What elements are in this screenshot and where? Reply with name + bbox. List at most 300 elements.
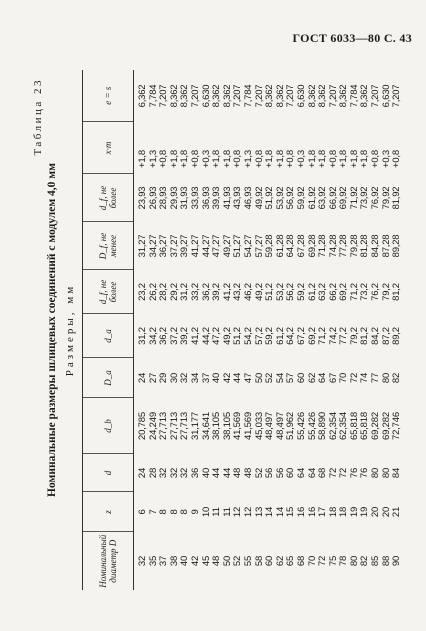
- table-cell: 34: [189, 372, 201, 384]
- table-cell: 39,93: [211, 186, 223, 210]
- table-cell: 71,28: [317, 234, 329, 258]
- table-cell: 50: [221, 555, 233, 567]
- table-cell: 31,177: [189, 412, 201, 440]
- table-cell: 35: [147, 555, 159, 567]
- table-cell: 37: [158, 555, 170, 567]
- col-header-da: d_a: [83, 314, 134, 358]
- rotated-table-block: [32, 70, 403, 590]
- table-cell: 37: [200, 372, 212, 384]
- table-cell: 49,2: [221, 327, 233, 345]
- table-cell: 59,28: [264, 234, 276, 258]
- table-cell: 41,2: [189, 327, 201, 345]
- table-cell: 65,818: [348, 412, 360, 440]
- table-cell: 37,2: [168, 327, 180, 345]
- table-cell: 62,354: [327, 412, 339, 440]
- table-cell: 8: [158, 509, 170, 515]
- table-cell: 69,28: [306, 234, 318, 258]
- table-cell: 27,713: [158, 412, 170, 440]
- table-cell: 84: [391, 467, 403, 479]
- table-cell: +0,8: [232, 150, 244, 168]
- table-cell: +1,8: [306, 150, 318, 168]
- table-cell: 31,93: [179, 186, 191, 210]
- table-number: Таблица 23: [32, 78, 44, 156]
- table-cell: 64: [295, 467, 307, 479]
- table-cell: 8,362: [338, 84, 350, 108]
- table-cell: 39,2: [211, 283, 223, 301]
- table-cell: +0,8: [327, 150, 339, 168]
- table-cell: 78: [338, 555, 350, 567]
- table-cell: 24: [137, 372, 148, 384]
- table-cell: 7,207: [253, 84, 265, 108]
- table-cell: 74,28: [327, 234, 339, 258]
- table-cell: 14: [264, 506, 276, 518]
- table-cell: 79,2: [348, 327, 360, 345]
- col-header-Df-min: D_f, не менее: [83, 222, 134, 270]
- table-cell: +1,8: [211, 150, 223, 168]
- table-cell: 81,2: [391, 283, 403, 301]
- table-cell: 14: [274, 506, 286, 518]
- table-header-row: [83, 70, 134, 590]
- table-cell: +1,8: [359, 150, 371, 168]
- table-cell: 32: [158, 467, 170, 479]
- table-cell: 16: [295, 506, 307, 518]
- table-cell: 79,2: [380, 283, 392, 301]
- table-cell: 31,2: [137, 327, 148, 345]
- table-cell: 8,362: [306, 84, 318, 108]
- table-cell: 74,2: [327, 327, 339, 345]
- table-cell: 15: [285, 506, 297, 518]
- table-cell: 87,2: [380, 327, 392, 345]
- table-cell: 67: [327, 372, 339, 384]
- column-df-max: [134, 270, 403, 314]
- table-cell: 57: [285, 372, 297, 384]
- table-cell: 44: [211, 467, 223, 479]
- table-cell: 55: [242, 555, 254, 567]
- table-cell: 36,2: [158, 327, 170, 345]
- table-cell: 56: [264, 467, 276, 479]
- table-cell: 7,207: [232, 84, 244, 108]
- table-cell: 42: [189, 555, 201, 567]
- table-cell: 28: [147, 467, 159, 479]
- column-db: [134, 398, 403, 454]
- table-cell: 71,92: [348, 186, 360, 210]
- table-cell: 62: [274, 555, 286, 567]
- table-cell: 19: [348, 506, 360, 518]
- table-cell: 54,2: [242, 327, 254, 345]
- column-Da: [134, 358, 403, 398]
- table-cell: 59,92: [295, 186, 307, 210]
- table-cell: 38,105: [211, 412, 223, 440]
- table-cell: 20,785: [137, 412, 148, 440]
- table-cell: 7,207: [370, 84, 382, 108]
- table-cell: 61,92: [306, 186, 318, 210]
- table-cell: 69,92: [338, 186, 350, 210]
- table-cell: 73,92: [359, 186, 371, 210]
- table-cell: +0,8: [189, 150, 201, 168]
- table-cell: 36,2: [200, 283, 212, 301]
- table-cell: 23,93: [137, 186, 148, 210]
- table-cell: 7,784: [242, 84, 254, 108]
- table-cell: 56,92: [285, 186, 297, 210]
- table-cell: 28,2: [158, 283, 170, 301]
- table-cell: 52: [232, 555, 244, 567]
- table-cell: 69,282: [370, 412, 382, 440]
- col-header-nominal-diameter: Номинальный диаметр D: [83, 532, 134, 590]
- table-cell: 34,27: [147, 234, 159, 258]
- table-cell: 80: [380, 372, 392, 384]
- table-cell: 41,569: [232, 412, 244, 440]
- table-cell: 8,362: [264, 84, 276, 108]
- table-cell: 79,92: [380, 186, 392, 210]
- table-cell: 36,93: [200, 186, 212, 210]
- table-cell: 62: [306, 372, 318, 384]
- table-cell: 55,426: [295, 412, 307, 440]
- table-cell: 26,2: [147, 283, 159, 301]
- table-cell: 29,2: [168, 283, 180, 301]
- table-cell: +0,8: [370, 150, 382, 168]
- table-cell: 72,746: [391, 412, 403, 440]
- table-cell: 20: [370, 506, 382, 518]
- table-cell: 10: [200, 506, 212, 518]
- table-cell: 61,2: [274, 327, 286, 345]
- table-cell: 39,2: [179, 327, 191, 345]
- table-cell: 44: [232, 372, 244, 384]
- table-cell: 60: [285, 467, 297, 479]
- table-cell: 46,2: [242, 283, 254, 301]
- table-cell: 18: [338, 506, 350, 518]
- table-cell: +1,8: [168, 150, 180, 168]
- table-cell: 8,362: [274, 84, 286, 108]
- table-cell: 88: [380, 555, 392, 567]
- column-z: [134, 492, 403, 532]
- table-cell: 73,2: [359, 283, 371, 301]
- table-cell: 87,28: [380, 234, 392, 258]
- table-cell: 34,641: [200, 412, 212, 440]
- table-cell: 75: [327, 555, 339, 567]
- table-cell: 48,497: [274, 412, 286, 440]
- table-cell: 32: [179, 372, 191, 384]
- table-cell: 58,890: [317, 412, 329, 440]
- table-cell: 32: [137, 555, 148, 567]
- table-cell: 37,27: [168, 234, 180, 258]
- table-cell: 72: [348, 372, 360, 384]
- table-cell: 29,93: [168, 186, 180, 210]
- table-cell: 17: [317, 506, 329, 518]
- table-cell: 49,92: [253, 186, 265, 210]
- column-da: [134, 314, 403, 358]
- table-cell: 7,207: [189, 84, 201, 108]
- column-e-s: [134, 70, 403, 122]
- table-title: Номинальные размеры шлицевых соединений с модулем 4,0 мм: [46, 163, 58, 497]
- table-cell: 57,2: [253, 327, 265, 345]
- table-cell: 74: [359, 372, 371, 384]
- table-cell: 48: [242, 467, 254, 479]
- table-cell: 44,2: [200, 327, 212, 345]
- table-cell: 81,2: [359, 327, 371, 345]
- table-cell: 7,207: [391, 84, 403, 108]
- table-cell: 52: [264, 372, 276, 384]
- table-cell: 72: [338, 467, 350, 479]
- table-cell: 82: [359, 555, 371, 567]
- table-cell: 76,92: [370, 186, 382, 210]
- table-cell: 21: [391, 506, 403, 518]
- table-cell: 51,92: [264, 186, 276, 210]
- table-cell: +1,8: [317, 150, 329, 168]
- table-cell: 8: [168, 509, 180, 515]
- table-cell: 47: [242, 372, 254, 384]
- table-cell: 60: [295, 372, 307, 384]
- table-cell: 76: [348, 467, 360, 479]
- table-cell: 89,28: [391, 234, 403, 258]
- table-cell: 30: [168, 372, 180, 384]
- table-cell: 58: [253, 555, 265, 567]
- table-cell: 68: [295, 555, 307, 567]
- table-cell: 45: [200, 555, 212, 567]
- table-cell: 66,2: [327, 283, 339, 301]
- table-cell: 24,249: [147, 412, 159, 440]
- table-cell: 80: [370, 467, 382, 479]
- table-cell: +1,8: [221, 150, 233, 168]
- table-cell: +0,8: [253, 150, 265, 168]
- table-subtitle: Размеры, мм: [64, 283, 76, 377]
- table-cell: 29: [158, 372, 170, 384]
- table-cell: 57,27: [253, 234, 265, 258]
- table-cell: 69,282: [380, 412, 392, 440]
- table-cell: 40: [200, 467, 212, 479]
- table-cell: 68: [317, 467, 329, 479]
- table-cell: 51,2: [232, 327, 244, 345]
- table-cell: 27,713: [168, 412, 180, 440]
- col-header-df-max-2: d_f, не более: [83, 174, 134, 222]
- table-cell: 54,27: [242, 234, 254, 258]
- table-cell: +1,8: [179, 150, 191, 168]
- table-cell: 8,362: [211, 84, 223, 108]
- table-cell: 50: [253, 372, 265, 384]
- table-cell: 81,28: [359, 234, 371, 258]
- table-cell: 7,207: [158, 84, 170, 108]
- column-nominal-diameter: [134, 532, 403, 590]
- table-cell: +0,3: [200, 150, 212, 168]
- table-cell: +1,3: [147, 150, 159, 168]
- table-cell: 89,2: [391, 327, 403, 345]
- table-cell: 7,207: [327, 84, 339, 108]
- table-cell: 56: [274, 467, 286, 479]
- table-cell: 32: [168, 467, 180, 479]
- page-header: ГОСТ 6033—80 С. 43: [292, 31, 412, 45]
- table-cell: 70: [306, 555, 318, 567]
- table-cell: 80: [380, 467, 392, 479]
- table-cell: 33,93: [189, 186, 201, 210]
- table-cell: 6,362: [137, 84, 148, 108]
- col-header-z: z: [83, 492, 134, 532]
- table-cell: 47,2: [211, 327, 223, 345]
- table-cell: +1,3: [242, 150, 254, 168]
- table-cell: 6,630: [200, 84, 212, 108]
- column-d: [134, 454, 403, 492]
- table-cell: 40: [211, 372, 223, 384]
- table-cell: 61,2: [306, 283, 318, 301]
- table-cell: 70: [338, 372, 350, 384]
- table-cell: 7,207: [285, 84, 297, 108]
- col-header-df-max: d_f, не более: [83, 270, 134, 314]
- col-header-db: d_b: [83, 398, 134, 454]
- table-cell: 66,92: [327, 186, 339, 210]
- table-cell: 40: [179, 555, 191, 567]
- table-cell: 76,2: [370, 283, 382, 301]
- table-cell: 46,93: [242, 186, 254, 210]
- table-cell: 45,033: [253, 412, 265, 440]
- table-cell: 8: [179, 509, 191, 515]
- table-cell: 64,2: [285, 327, 297, 345]
- table-cell: 8,362: [179, 84, 191, 108]
- table-cell: 13: [253, 506, 265, 518]
- table-cell: 77,2: [338, 327, 350, 345]
- table-cell: 49,27: [221, 234, 233, 258]
- table-cell: 76: [359, 467, 371, 479]
- table-cell: 52: [253, 467, 265, 479]
- table-cell: 90: [391, 555, 403, 567]
- table-cell: 64: [306, 467, 318, 479]
- table-cell: 42: [221, 372, 233, 384]
- table-cell: 12: [242, 506, 254, 518]
- table-cell: 65,818: [359, 412, 371, 440]
- table-cell: 51,2: [264, 283, 276, 301]
- table-cell: 67,28: [295, 234, 307, 258]
- table-cell: 72: [317, 555, 329, 567]
- table-cell: 34,2: [147, 327, 159, 345]
- table-cell: 56,2: [285, 283, 297, 301]
- table-cell: 62,354: [338, 412, 350, 440]
- table-cell: +0,3: [295, 150, 307, 168]
- table-cell: 16: [306, 506, 318, 518]
- column-df-max-2: [134, 174, 403, 222]
- table-cell: 61,28: [274, 234, 286, 258]
- table-cell: 49,2: [253, 283, 265, 301]
- table-cell: 6,630: [380, 84, 392, 108]
- table-cell: 69,2: [338, 283, 350, 301]
- table-cell: 67,2: [295, 327, 307, 345]
- table-cell: 39,27: [179, 234, 191, 258]
- table-cell: 48: [232, 467, 244, 479]
- column-Df-min: [134, 222, 403, 270]
- spline-dimensions-table: [82, 70, 403, 590]
- table-cell: 44: [221, 467, 233, 479]
- table-cell: 48: [211, 555, 223, 567]
- table-cell: +1,8: [348, 150, 360, 168]
- table-cell: +1,8: [264, 150, 276, 168]
- table-cell: 27: [147, 372, 159, 384]
- table-cell: +0,8: [391, 150, 403, 168]
- table-cell: 7: [147, 509, 159, 515]
- table-cell: 72: [327, 467, 339, 479]
- col-header-Da: D_a: [83, 358, 134, 398]
- col-header-xm: x·m: [83, 122, 134, 174]
- table-cell: 8,362: [221, 84, 233, 108]
- table-cell: 77,28: [338, 234, 350, 258]
- table-cell: 54: [274, 372, 286, 384]
- column-xm: [134, 122, 403, 174]
- table-cell: 63,2: [317, 283, 329, 301]
- col-header-e-s: e = s: [83, 70, 134, 122]
- table-cell: 77: [370, 372, 382, 384]
- table-cell: 12: [232, 506, 244, 518]
- table-cell: 59,2: [264, 327, 276, 345]
- table-cell: 38: [168, 555, 180, 567]
- table-cell: 44,27: [200, 234, 212, 258]
- table-cell: 71,2: [317, 327, 329, 345]
- table-cell: 19: [359, 506, 371, 518]
- table-cell: 9: [189, 509, 201, 515]
- table-cell: 11: [211, 507, 223, 517]
- table-cell: 82: [391, 372, 403, 384]
- table-cell: 59,2: [295, 283, 307, 301]
- table-cell: 64: [317, 372, 329, 384]
- table-cell: 84,28: [370, 234, 382, 258]
- table-cell: 53,92: [274, 186, 286, 210]
- table-cell: 23,2: [137, 283, 148, 301]
- table-cell: 32: [179, 467, 191, 479]
- table-cell: 7,784: [147, 84, 159, 108]
- table-cell: +0,3: [380, 150, 392, 168]
- table-cell: 24: [137, 467, 148, 479]
- table-cell: +1,8: [338, 150, 350, 168]
- table-cell: 53,2: [274, 283, 286, 301]
- table-cell: 31,2: [179, 283, 191, 301]
- col-header-d: d: [83, 454, 134, 492]
- table-cell: 55,426: [306, 412, 318, 440]
- table-cell: 51,962: [285, 412, 297, 440]
- table-cell: 41,569: [242, 412, 254, 440]
- table-cell: 36,27: [158, 234, 170, 258]
- table-cell: 18: [327, 506, 339, 518]
- table-cell: 20: [380, 506, 392, 518]
- table-cell: 47,27: [211, 234, 223, 258]
- table-cell: 7,784: [348, 84, 360, 108]
- table-cell: 33,2: [189, 283, 201, 301]
- table-cell: 60: [264, 555, 276, 567]
- table-cell: 26,93: [147, 186, 159, 210]
- table-cell: +0,8: [158, 150, 170, 168]
- table-cell: 8,362: [359, 84, 371, 108]
- table-cell: 48,497: [264, 412, 276, 440]
- table-cell: 63,92: [317, 186, 329, 210]
- table-cell: 41,2: [221, 283, 233, 301]
- table-cell: +1,8: [274, 150, 286, 168]
- table-cell: 6: [137, 509, 148, 515]
- table-body-row: [134, 70, 403, 590]
- table-cell: 41,93: [221, 186, 233, 210]
- table-cell: 84,2: [370, 327, 382, 345]
- table-cell: 36: [189, 467, 201, 479]
- table-cell: 43,93: [232, 186, 244, 210]
- table-cell: 79,28: [348, 234, 360, 258]
- table-cell: +0,8: [285, 150, 297, 168]
- table-cell: 43,2: [232, 283, 244, 301]
- table-cell: 11: [221, 507, 233, 517]
- table-cell: 31,27: [137, 234, 148, 258]
- table-cell: 69,2: [306, 327, 318, 345]
- table-cell: 71,2: [348, 283, 360, 301]
- table-cell: 41,27: [189, 234, 201, 258]
- table-cell: 85: [370, 555, 382, 567]
- table-cell: +1,8: [137, 150, 148, 168]
- table-cell: 64,28: [285, 234, 297, 258]
- table-cell: 65: [285, 555, 297, 567]
- table-cell: 6,630: [295, 84, 307, 108]
- table-cell: 27,713: [179, 412, 191, 440]
- table-cell: 28,93: [158, 186, 170, 210]
- table-cell: 8,362: [317, 84, 329, 108]
